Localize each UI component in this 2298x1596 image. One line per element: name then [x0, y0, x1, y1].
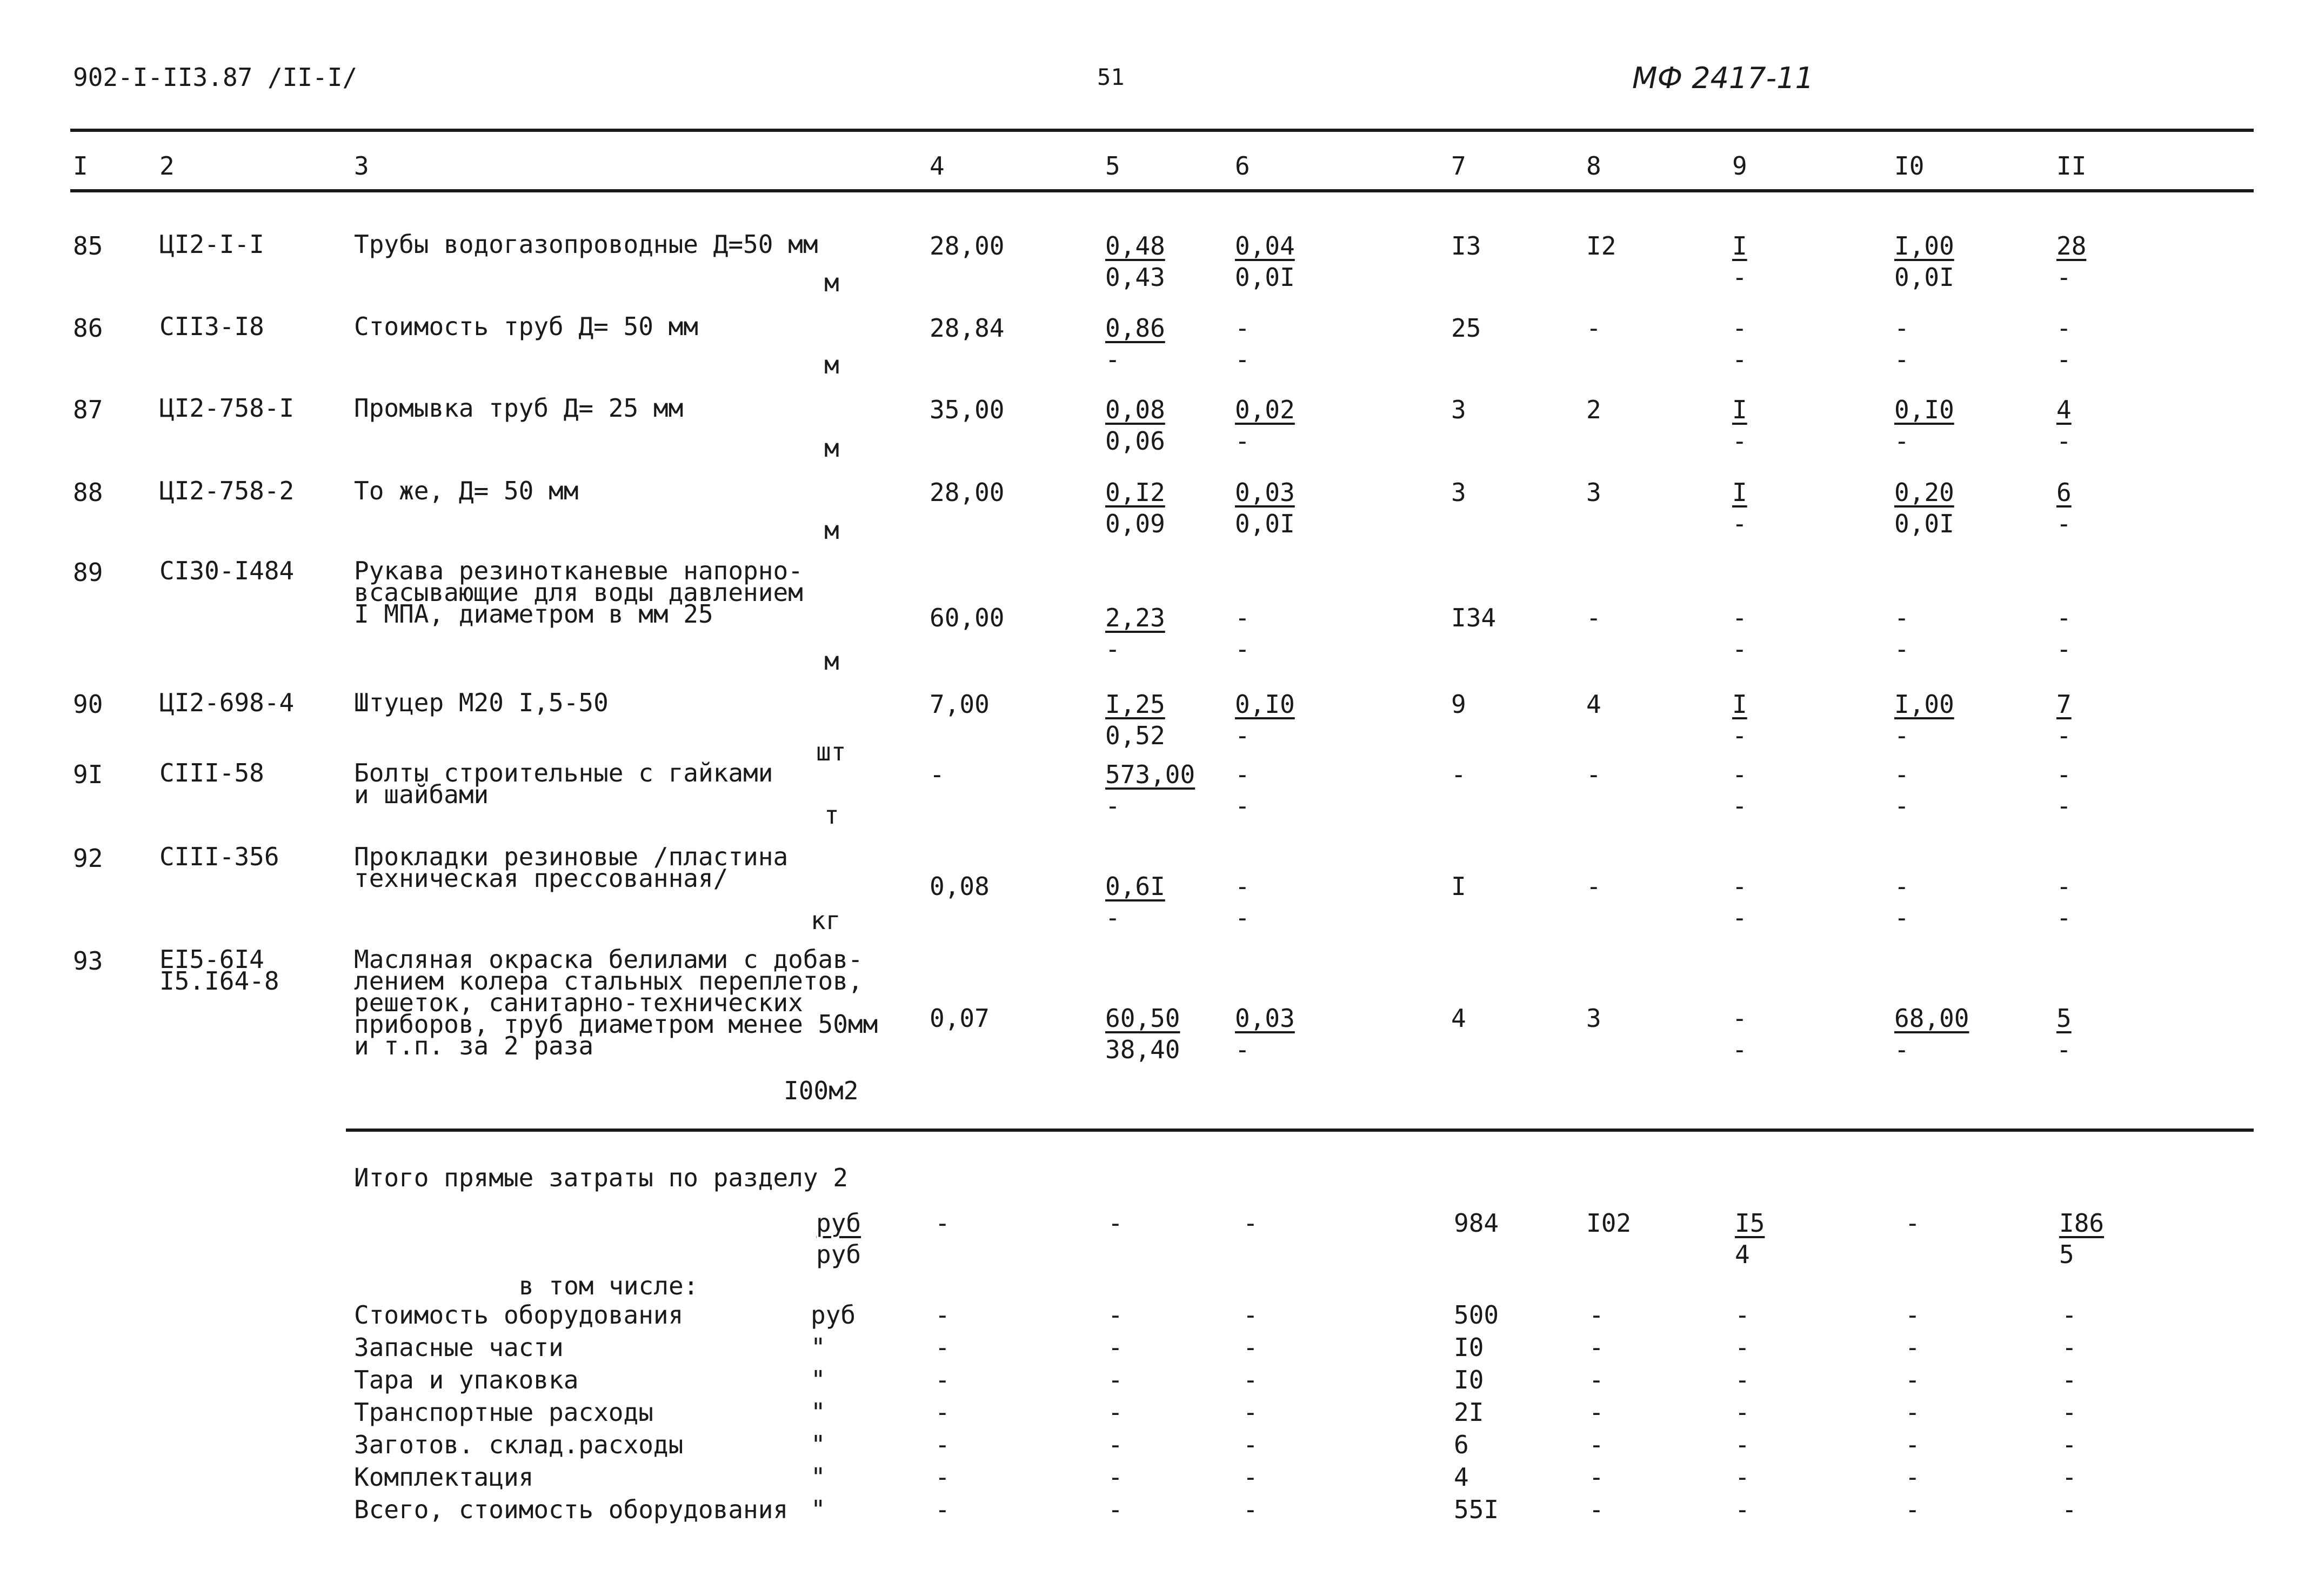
- col9-value-upper: -: [1732, 603, 1747, 632]
- item-code: ЕI5-6I4 I5.I64-8: [159, 945, 279, 996]
- totals-col6: -: [1243, 1208, 1258, 1238]
- breakdown-col8: -: [1589, 1300, 1604, 1330]
- col11-value-upper: -: [2056, 872, 2072, 901]
- col9-value-lower: -: [1732, 345, 1747, 374]
- breakdown-col9: -: [1735, 1495, 1750, 1524]
- breakdown-col7: 2I: [1454, 1398, 1484, 1427]
- wage-cost-upper: 0,I0: [1235, 690, 1295, 719]
- column-header-11: II: [2056, 151, 2087, 181]
- breakdown-col8: -: [1589, 1495, 1604, 1524]
- unit-cost-upper: 0,I2: [1105, 478, 1165, 507]
- col9-value-lower: -: [1732, 509, 1747, 538]
- breakdown-col4: -: [935, 1495, 950, 1524]
- col9-value-upper: -: [1732, 872, 1747, 901]
- page-number: 51: [1097, 64, 1125, 90]
- breakdown-col7: I0: [1454, 1365, 1484, 1394]
- col11-value-lower: -: [2056, 635, 2072, 664]
- breakdown-col5: -: [1108, 1495, 1123, 1524]
- col10-value-lower: -: [1894, 426, 1909, 456]
- quantity: 28,00: [930, 478, 1005, 507]
- quantity: 60,00: [930, 603, 1005, 632]
- unit-cost-lower: 0,43: [1105, 263, 1165, 292]
- col10-value-lower: -: [1894, 1035, 1909, 1064]
- col10-value-lower: 0,0I: [1894, 509, 1954, 538]
- col11-value-lower: -: [2056, 1035, 2072, 1064]
- breakdown-col6: -: [1243, 1495, 1258, 1524]
- column-header-2: 2: [159, 151, 175, 181]
- breakdown-col11: -: [2062, 1495, 2077, 1524]
- col11-value-lower: -: [2056, 509, 2072, 538]
- breakdown-label: Запасные части: [354, 1333, 564, 1362]
- unit-cost-lower: -: [1105, 345, 1120, 374]
- item-code: ЦI2-758-2: [159, 476, 295, 505]
- breakdown-unit: ": [811, 1333, 826, 1362]
- wage-cost-lower: 0,0I: [1235, 509, 1295, 538]
- col11-value-upper: 28: [2056, 231, 2087, 261]
- unit-cost-lower: -: [1105, 791, 1120, 820]
- col9-value-lower: -: [1732, 903, 1747, 932]
- item-code: СII3-I8: [159, 312, 264, 341]
- breakdown-col5: -: [1108, 1398, 1123, 1427]
- row-number: 88: [73, 478, 103, 507]
- totals-title: Итого прямые затраты по разделу 2: [354, 1163, 848, 1192]
- breakdown-col10: -: [1905, 1463, 1920, 1492]
- wage-cost-upper: -: [1235, 872, 1250, 901]
- col9-value-upper: -: [1732, 760, 1747, 789]
- unit-of-measure: I00м2: [784, 1076, 859, 1105]
- unit-cost-lower: 0,06: [1105, 426, 1165, 456]
- row-number: 93: [73, 946, 103, 976]
- col11-value-upper: 5: [2056, 1004, 2072, 1033]
- col8-value: -: [1586, 313, 1601, 343]
- breakdown-col5: -: [1108, 1300, 1123, 1330]
- breakdown-col6: -: [1243, 1398, 1258, 1427]
- col10-value-upper: 0,I0: [1894, 395, 1954, 424]
- breakdown-col11: -: [2062, 1463, 2077, 1492]
- wage-cost-upper: -: [1235, 313, 1250, 343]
- col9-value-lower: -: [1732, 426, 1747, 456]
- including-label: в том числе:: [519, 1271, 699, 1300]
- breakdown-col9: -: [1735, 1398, 1750, 1427]
- wage-cost-upper: 0,03: [1235, 478, 1295, 507]
- col9-value-lower: -: [1732, 635, 1747, 664]
- quantity: -: [930, 760, 945, 789]
- totals-col8: I02: [1586, 1208, 1632, 1238]
- column-header-5: 5: [1105, 151, 1120, 181]
- item-description: Промывка труб Д= 25 мм: [354, 393, 684, 423]
- col11-value-upper: 6: [2056, 478, 2072, 507]
- item-description: Стоимость труб Д= 50 мм: [354, 312, 698, 341]
- breakdown-col7: 4: [1454, 1463, 1469, 1492]
- column-header-4: 4: [930, 151, 945, 181]
- wage-cost-lower: 0,0I: [1235, 263, 1295, 292]
- quantity: 0,07: [930, 1004, 990, 1033]
- breakdown-col4: -: [935, 1430, 950, 1459]
- breakdown-col6: -: [1243, 1300, 1258, 1330]
- col8-value: 3: [1586, 1004, 1601, 1033]
- column-header-3: 3: [354, 151, 369, 181]
- breakdown-col9: -: [1735, 1365, 1750, 1394]
- unit-cost-lower: 0,09: [1105, 509, 1165, 538]
- col11-value-upper: -: [2056, 603, 2072, 632]
- breakdown-label: Всего, стоимость оборудования: [354, 1495, 789, 1524]
- col8-value: 3: [1586, 478, 1601, 507]
- unit-cost-upper: 0,08: [1105, 395, 1165, 424]
- item-code: ЦI2-698-4: [159, 688, 295, 717]
- breakdown-col4: -: [935, 1398, 950, 1427]
- breakdown-col4: -: [935, 1463, 950, 1492]
- item-code: СI30-I484: [159, 556, 295, 585]
- breakdown-label: Комплектация: [354, 1463, 534, 1492]
- col8-value: I2: [1586, 231, 1616, 261]
- col7-value: I34: [1451, 603, 1497, 632]
- breakdown-col5: -: [1108, 1333, 1123, 1362]
- item-description: Трубы водогазопроводные Д=50 мм: [354, 230, 818, 259]
- col10-value-upper: -: [1894, 872, 1909, 901]
- unit-of-measure: м: [824, 433, 839, 463]
- unit-cost-upper: 0,6I: [1105, 872, 1165, 901]
- unit-of-measure: т: [824, 800, 839, 830]
- col11-value-lower: -: [2056, 426, 2072, 456]
- breakdown-col11: -: [2062, 1300, 2077, 1330]
- header-bottom-rule: [70, 189, 2254, 192]
- breakdown-col7: 55I: [1454, 1495, 1499, 1524]
- item-description: Штуцер М20 I,5-50: [354, 688, 609, 717]
- breakdown-unit: ": [811, 1463, 826, 1492]
- col7-value: 25: [1451, 313, 1481, 343]
- col11-value-lower: -: [2056, 263, 2072, 292]
- totals-col10: -: [1905, 1208, 1920, 1238]
- row-number: 85: [73, 231, 103, 261]
- col10-value-lower: -: [1894, 903, 1909, 932]
- column-header-6: 6: [1235, 151, 1250, 181]
- breakdown-col10: -: [1905, 1398, 1920, 1427]
- totals-unit-b: руб: [816, 1240, 861, 1269]
- col7-value: I: [1451, 872, 1466, 901]
- unit-cost-upper: 2,23: [1105, 603, 1165, 632]
- unit-of-measure: кг: [811, 906, 841, 935]
- breakdown-col11: -: [2062, 1365, 2077, 1394]
- col7-value: 3: [1451, 478, 1466, 507]
- row-number: 87: [73, 395, 103, 424]
- breakdown-col10: -: [1905, 1495, 1920, 1524]
- breakdown-col5: -: [1108, 1463, 1123, 1492]
- item-code: СIII-356: [159, 842, 279, 871]
- breakdown-col4: -: [935, 1333, 950, 1362]
- item-description: То же, Д= 50 мм: [354, 476, 579, 505]
- quantity: 35,00: [930, 395, 1005, 424]
- col7-value: I3: [1451, 231, 1481, 261]
- document-code: 902-I-II3.87 /II-I/: [73, 63, 358, 92]
- totals-col5: -: [1108, 1208, 1123, 1238]
- row-number: 89: [73, 558, 103, 587]
- totals-col7: 984: [1454, 1208, 1499, 1238]
- breakdown-col6: -: [1243, 1463, 1258, 1492]
- column-header-8: 8: [1586, 151, 1601, 181]
- header-top-rule: [70, 129, 2254, 132]
- archive-mark: МФ 2417-11: [1632, 61, 1814, 95]
- wage-cost-lower: -: [1235, 426, 1250, 456]
- col11-value-lower: -: [2056, 345, 2072, 374]
- col11-value-upper: -: [2056, 760, 2072, 789]
- item-description: Масляная окраска белилами с добав- лением колера стальных переплетов, решеток, санитарно-технических приборов, труб диаметром менее 50мм и т.п. за 2 раза: [354, 945, 878, 1060]
- col9-value-upper: I: [1732, 478, 1747, 507]
- row-number: 92: [73, 844, 103, 873]
- breakdown-label: Транспортные расходы: [354, 1398, 653, 1427]
- breakdown-col7: 6: [1454, 1430, 1469, 1459]
- wage-cost-lower: -: [1235, 791, 1250, 820]
- wage-cost-upper: 0,04: [1235, 231, 1295, 261]
- unit-of-measure: м: [824, 646, 839, 676]
- col11-value-lower: -: [2056, 903, 2072, 932]
- breakdown-col6: -: [1243, 1365, 1258, 1394]
- col10-value-upper: -: [1894, 603, 1909, 632]
- col11-value-lower: -: [2056, 791, 2072, 820]
- wage-cost-lower: -: [1235, 635, 1250, 664]
- totals-col9-a: I5: [1735, 1208, 1765, 1238]
- breakdown-col10: -: [1905, 1365, 1920, 1394]
- col7-value: 4: [1451, 1004, 1466, 1033]
- breakdown-col8: -: [1589, 1333, 1604, 1362]
- col9-value-upper: -: [1732, 313, 1747, 343]
- item-description: Болты строительные с гайками и шайбами: [354, 758, 773, 809]
- wage-cost-lower: -: [1235, 903, 1250, 932]
- unit-of-measure: шт: [816, 737, 846, 766]
- unit-cost-upper: 0,86: [1105, 313, 1165, 343]
- col10-value-upper: -: [1894, 760, 1909, 789]
- col7-value: -: [1451, 760, 1466, 789]
- breakdown-col11: -: [2062, 1430, 2077, 1459]
- breakdown-col11: -: [2062, 1333, 2077, 1362]
- totals-col11-a: I86: [2059, 1208, 2105, 1238]
- breakdown-label: Стоимость оборудования: [354, 1300, 684, 1330]
- breakdown-col4: -: [935, 1300, 950, 1330]
- col10-value-upper: -: [1894, 313, 1909, 343]
- wage-cost-upper: 0,03: [1235, 1004, 1295, 1033]
- breakdown-col8: -: [1589, 1398, 1604, 1427]
- section-end-rule: [346, 1128, 2254, 1132]
- col9-value-lower: -: [1732, 263, 1747, 292]
- col8-value: -: [1586, 872, 1601, 901]
- col9-value-lower: -: [1732, 791, 1747, 820]
- totals-unit-a: руб: [816, 1208, 861, 1238]
- item-code: ЦI2-I-I: [159, 230, 264, 259]
- col10-value-lower: -: [1894, 721, 1909, 750]
- totals-col9-b: 4: [1735, 1240, 1750, 1269]
- unit-of-measure: м: [824, 516, 839, 545]
- breakdown-col7: 500: [1454, 1300, 1499, 1330]
- unit-cost-lower: 38,40: [1105, 1035, 1180, 1064]
- breakdown-label: Заготов. склад.расходы: [354, 1430, 684, 1459]
- quantity: 28,00: [930, 231, 1005, 261]
- col9-value-upper: I: [1732, 231, 1747, 261]
- row-number: 86: [73, 313, 103, 343]
- unit-cost-upper: 573,00: [1105, 760, 1195, 789]
- breakdown-col8: -: [1589, 1365, 1604, 1394]
- breakdown-col9: -: [1735, 1430, 1750, 1459]
- row-number: 90: [73, 690, 103, 719]
- unit-of-measure: м: [824, 350, 839, 379]
- unit-cost-lower: 0,52: [1105, 721, 1165, 750]
- column-header-7: 7: [1451, 151, 1466, 181]
- breakdown-col10: -: [1905, 1300, 1920, 1330]
- col9-value-upper: -: [1732, 1004, 1747, 1033]
- col10-value-upper: 68,00: [1894, 1004, 1969, 1033]
- col8-value: 2: [1586, 395, 1601, 424]
- wage-cost-lower: -: [1235, 345, 1250, 374]
- breakdown-label: Тара и упаковка: [354, 1365, 579, 1394]
- quantity: 28,84: [930, 313, 1005, 343]
- col8-value: 4: [1586, 690, 1601, 719]
- item-code: ЦI2-758-I: [159, 393, 295, 423]
- col10-value-lower: -: [1894, 791, 1909, 820]
- col9-value-upper: I: [1732, 690, 1747, 719]
- col9-value-lower: -: [1732, 721, 1747, 750]
- totals-col4: -: [935, 1208, 950, 1238]
- col11-value-upper: 4: [2056, 395, 2072, 424]
- col10-value-upper: I,00: [1894, 690, 1954, 719]
- col9-value-upper: I: [1732, 395, 1747, 424]
- col10-value-upper: I,00: [1894, 231, 1954, 261]
- item-description: Прокладки резиновые /пластина техническая прессованная/: [354, 842, 789, 893]
- breakdown-col4: -: [935, 1365, 950, 1394]
- col10-value-upper: 0,20: [1894, 478, 1954, 507]
- col11-value-upper: -: [2056, 313, 2072, 343]
- breakdown-col8: -: [1589, 1430, 1604, 1459]
- col8-value: -: [1586, 603, 1601, 632]
- breakdown-col11: -: [2062, 1398, 2077, 1427]
- column-header-9: 9: [1732, 151, 1747, 181]
- breakdown-col9: -: [1735, 1333, 1750, 1362]
- column-header-10: I0: [1894, 151, 1925, 181]
- col7-value: 3: [1451, 395, 1466, 424]
- breakdown-col5: -: [1108, 1430, 1123, 1459]
- unit-cost-upper: 60,50: [1105, 1004, 1180, 1033]
- col9-value-lower: -: [1732, 1035, 1747, 1064]
- quantity: 7,00: [930, 690, 990, 719]
- breakdown-col6: -: [1243, 1430, 1258, 1459]
- breakdown-col6: -: [1243, 1333, 1258, 1362]
- unit-cost-lower: -: [1105, 635, 1120, 664]
- breakdown-unit: ": [811, 1430, 826, 1459]
- wage-cost-lower: -: [1235, 1035, 1250, 1064]
- unit-cost-upper: 0,48: [1105, 231, 1165, 261]
- col10-value-lower: 0,0I: [1894, 263, 1954, 292]
- breakdown-col5: -: [1108, 1365, 1123, 1394]
- col8-value: -: [1586, 760, 1601, 789]
- wage-cost-lower: -: [1235, 721, 1250, 750]
- breakdown-unit: ": [811, 1495, 826, 1524]
- unit-cost-lower: -: [1105, 903, 1120, 932]
- unit-of-measure: м: [824, 268, 839, 297]
- breakdown-unit: ": [811, 1365, 826, 1394]
- wage-cost-upper: -: [1235, 760, 1250, 789]
- breakdown-unit: ": [811, 1398, 826, 1427]
- breakdown-col9: -: [1735, 1300, 1750, 1330]
- unit-cost-upper: I,25: [1105, 690, 1165, 719]
- item-code: СIII-58: [159, 758, 264, 787]
- breakdown-col10: -: [1905, 1333, 1920, 1362]
- breakdown-col7: I0: [1454, 1333, 1484, 1362]
- quantity: 0,08: [930, 872, 990, 901]
- wage-cost-upper: -: [1235, 603, 1250, 632]
- col10-value-lower: -: [1894, 345, 1909, 374]
- row-number: 9I: [73, 760, 103, 789]
- col11-value-upper: 7: [2056, 690, 2072, 719]
- breakdown-unit: руб: [811, 1300, 856, 1330]
- wage-cost-upper: 0,02: [1235, 395, 1295, 424]
- breakdown-col9: -: [1735, 1463, 1750, 1492]
- breakdown-col8: -: [1589, 1463, 1604, 1492]
- item-description: Рукава резинотканевые напорно- всасывающие для воды давлением I МПА, диаметром в мм 25: [354, 556, 803, 629]
- totals-col11-b: 5: [2059, 1240, 2074, 1269]
- col7-value: 9: [1451, 690, 1466, 719]
- col10-value-lower: -: [1894, 635, 1909, 664]
- column-header-1: I: [73, 151, 88, 181]
- col11-value-lower: -: [2056, 721, 2072, 750]
- breakdown-col10: -: [1905, 1430, 1920, 1459]
